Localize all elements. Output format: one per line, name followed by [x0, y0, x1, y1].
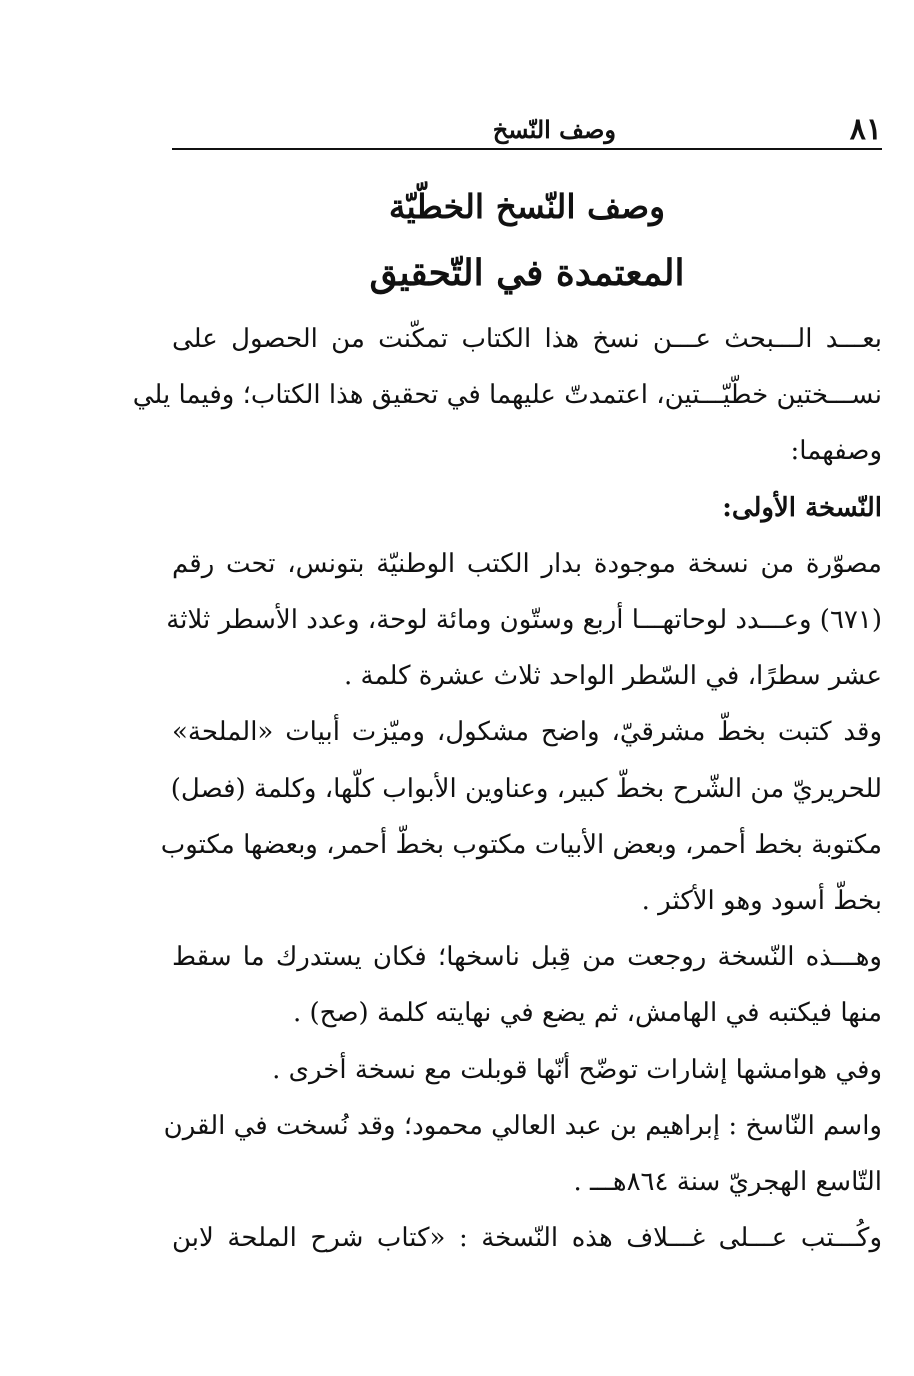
text-line: وهـــذه النّسخة روجعت من قِبل ناسخها؛ فكان يستدرك ما سقط [172, 942, 882, 972]
text-line: نســـختين خطّيّـــتين، اعتمدتّ عليهما في تحقيق هذا الكتاب؛ وفيما يلي [132, 380, 882, 410]
running-title: وصف النّسخ [492, 115, 616, 144]
text-line: وقد كتبت بخطّ مشرقيّ، واضح مشكول، وميّزت أبيات «الملحة» [172, 717, 882, 747]
section-title-line-2: المعتمدة في التّحقيق [369, 252, 685, 294]
subsection-heading: النّسخة الأولى: [722, 493, 882, 523]
section-title-line-1: وصف النّسخ الخطّيّة [388, 187, 666, 226]
text-line: منها فيكتبه في الهامش، ثم يضع في نهايته كلمة (صح) . [293, 998, 882, 1028]
text-line: وكُـــتب عـــلى غـــلاف هذه النّسخة : «كتاب شرح الملحة لابن [172, 1223, 882, 1253]
header-rule [172, 148, 882, 150]
text-line: بخطّ أسود وهو الأكثر . [641, 886, 882, 916]
text-line: واسم النّاسخ : إبراهيم بن عبد العالي محمود؛ وقد نُسخت في القرن [163, 1111, 882, 1141]
page-header [172, 112, 882, 148]
text-line: التّاسع الهجريّ سنة ٨٦٤هـــ . [573, 1167, 882, 1197]
text-line: وصفهما: [790, 436, 882, 466]
text-line: وفي هوامشها إشارات توضّح أنّها قوبلت مع نسخة أخرى . [272, 1055, 882, 1085]
text-line: للحريريّ من الشّرح بخطّ كبير، وعناوين الأبواب كلّها، وكلمة (فصل) [170, 774, 882, 804]
text-line: (٦٧١) وعـــدد لوحاتهـــا أربع وستّون ومائة لوحة، وعدد الأسطر ثلاثة [166, 605, 882, 635]
text-line: مصوّرة من نسخة موجودة بدار الكتب الوطنيّة بتونس، تحت رقم [172, 549, 882, 579]
text-line: عشر سطرًا، في السّطر الواحد ثلاث عشرة كلمة . [343, 661, 882, 691]
page-number: ٨١ [849, 112, 882, 147]
text-line: بعـــد الـــبحث عـــن نسخ هذا الكتاب تمكّنت من الحصول على [172, 324, 883, 354]
text-line: مكتوبة بخط أحمر، وبعض الأبيات مكتوب بخطّ أحمر، وبعضها مكتوب [160, 830, 882, 860]
